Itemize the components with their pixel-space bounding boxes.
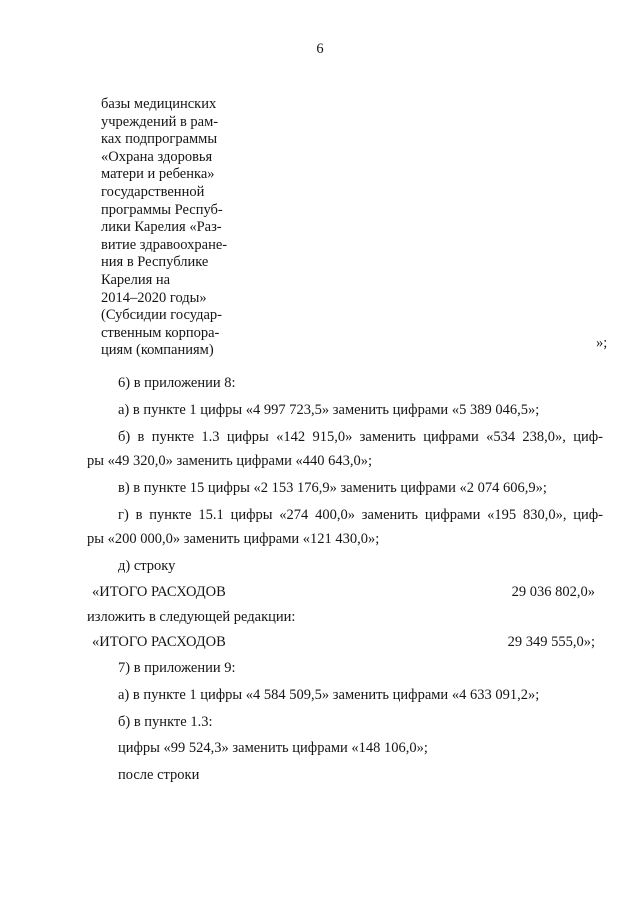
cell-line: ственным корпора- [101,324,220,341]
paragraph-line: б) в пункте 1.3 цифры «142 915,0» заменить цифрами «534 238,0», циф- [118,429,603,445]
paragraph-line: после строки [118,767,200,783]
cell-line: 2014–2020 годы» [101,289,207,306]
paragraph-line: а) в пункте 1 цифры «4 997 723,5» заменить цифрами «5 389 046,5»; [118,402,540,418]
paragraph-line: в) в пункте 15 цифры «2 153 176,9» заменить цифрами «2 074 606,9»; [118,480,547,496]
cell-line: ния в Республике [101,254,209,271]
total-value: 29 036 802,0» [511,584,595,600]
paragraph-line: ры «200 000,0» заменить цифрами «121 430,0»; [87,531,380,547]
table-cell-fragment [101,96,261,360]
cell-line: Карелия на [101,271,171,288]
cell-line: ках подпрограммы [101,131,218,148]
cell-line: (Субсидии государ- [101,307,222,324]
total-label: «ИТОГО РАСХОДОВ [92,584,226,600]
cell-line: матери и ребенка» [101,166,215,183]
paragraph-line: 7) в приложении 9: [118,660,236,676]
cell-line: витие здравоохране- [101,236,228,253]
cell-line: базы медицинских [101,96,217,112]
paragraph-line: изложить в следующей редакции: [87,609,296,625]
paragraph-line: б) в пункте 1.3: [118,714,213,730]
paragraph-line: 6) в приложении 8: [118,375,236,391]
total-value: 29 349 555,0»; [507,634,595,650]
paragraph-line: г) в пункте 15.1 цифры «274 400,0» заменить цифрами «195 830,0», циф- [118,507,603,523]
cell-line: циям (компаниям) [101,342,214,359]
paragraph-line: цифры «99 524,3» заменить цифрами «148 106,0»; [118,740,428,756]
cell-line: государственной [101,183,205,200]
paragraph-line: ры «49 320,0» заменить цифрами «440 643,0»; [87,453,373,469]
cell-line: «Охрана здоровья [101,148,213,165]
cell-line: лики Карелия «Раз- [101,219,222,236]
cell-line: программы Респуб- [101,201,223,218]
page-number: 6 [316,41,324,57]
paragraph-line: д) строку [118,558,176,574]
paragraph-line: а) в пункте 1 цифры «4 584 509,5» заменить цифрами «4 633 091,2»; [118,687,540,703]
closing-quote: »; [596,335,608,351]
cell-line: учреждений в рам- [101,113,219,130]
total-label: «ИТОГО РАСХОДОВ [92,634,226,650]
